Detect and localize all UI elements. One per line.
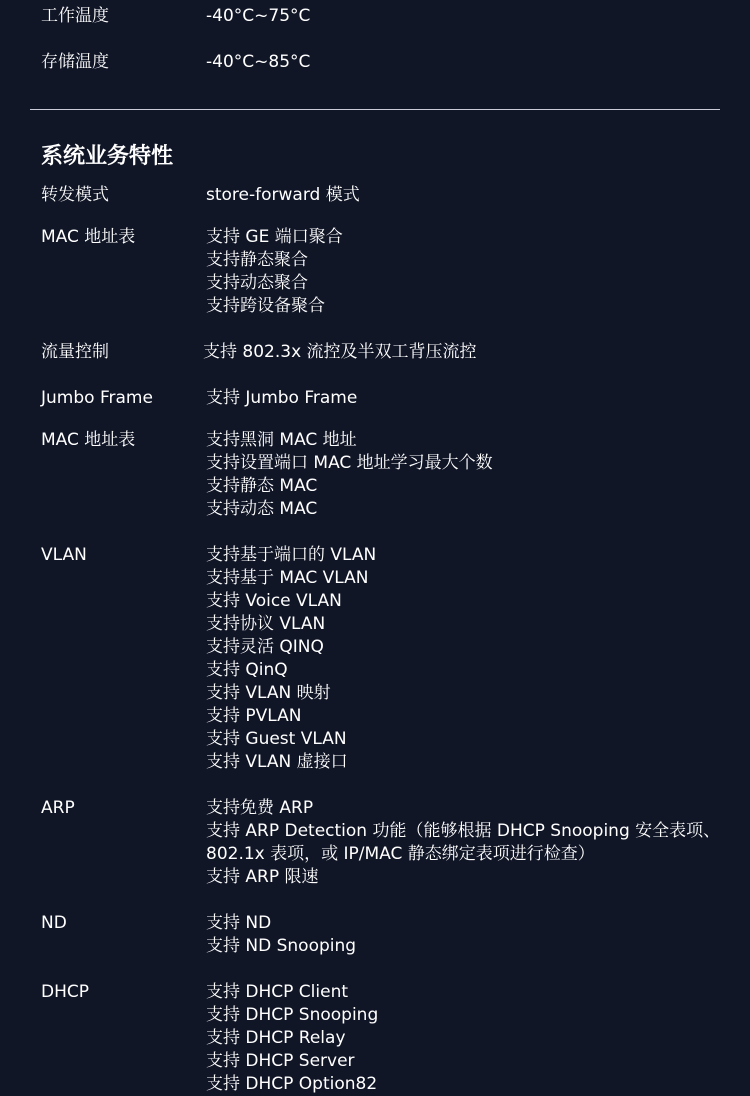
feature-value: 支持灵活 QINQ (206, 637, 324, 657)
feature-label: ND (41, 913, 67, 933)
spec-label: 工作温度 (41, 6, 109, 26)
feature-value: 支持 DHCP Option82 (206, 1074, 378, 1094)
feature-label: VLAN (41, 545, 87, 565)
spec-value: -40°C~85°C (206, 52, 311, 72)
feature-value: 支持基于 MAC VLAN (206, 568, 369, 588)
feature-value: 支持黑洞 MAC 地址 (206, 430, 357, 450)
feature-value: 支持静态聚合 (206, 250, 308, 270)
feature-value: 支持动态聚合 (206, 273, 308, 293)
feature-values (206, 184, 726, 207)
feature-value: 支持 DHCP Client (206, 982, 349, 1002)
feature-value: 支持静态 MAC (206, 476, 318, 496)
feature-values (206, 387, 726, 410)
feature-label: MAC 地址表 (41, 227, 136, 247)
spec-values (206, 51, 726, 74)
feature-value: 支持基于端口的 VLAN (206, 545, 377, 565)
feature-label: 转发模式 (41, 185, 109, 205)
feature-value: 802.1x 表项，或 IP/MAC 静态绑定表项进行检查） (206, 844, 595, 864)
feature-value: 支持 ND Snooping (206, 936, 357, 956)
feature-value: store-forward 模式 (206, 185, 360, 205)
feature-value: 支持 ND (206, 913, 272, 933)
spec-label: 存储温度 (41, 52, 109, 72)
feature-values (203, 341, 723, 364)
feature-value: 支持免费 ARP (206, 798, 314, 818)
feature-values (206, 912, 726, 958)
feature-values (206, 544, 726, 774)
feature-value: 支持 Guest VLAN (206, 729, 347, 749)
feature-value: 支持 ARP 限速 (206, 867, 319, 887)
feature-value: 支持 DHCP Server (206, 1051, 355, 1071)
feature-value: 支持 VLAN 映射 (206, 683, 331, 703)
feature-value: 支持协议 VLAN (206, 614, 326, 634)
feature-value: 支持 DHCP Relay (206, 1028, 346, 1048)
feature-value: 支持 DHCP Snooping (206, 1005, 379, 1025)
feature-label: ARP (41, 798, 75, 818)
feature-values (206, 226, 726, 318)
section-title: 系统业务特性 (41, 144, 174, 169)
feature-values (206, 797, 726, 889)
feature-label: MAC 地址表 (41, 430, 136, 450)
feature-label: DHCP (41, 982, 89, 1002)
feature-value: 支持动态 MAC (206, 499, 318, 519)
feature-value: 支持 QinQ (206, 660, 288, 680)
feature-value: 支持跨设备聚合 (206, 296, 325, 316)
feature-value: 支持 ARP Detection 功能（能够根据 DHCP Snooping 安全表项、 (206, 821, 721, 841)
spec-value: -40°C~75°C (206, 6, 311, 26)
feature-value: 支持 802.3x 流控及半双工背压流控 (203, 342, 477, 362)
feature-value: 支持 GE 端口聚合 (206, 227, 343, 247)
feature-value: 支持 Jumbo Frame (206, 388, 358, 408)
feature-value: 支持 Voice VLAN (206, 591, 342, 611)
feature-label: 流量控制 (41, 342, 109, 362)
feature-label: Jumbo Frame (41, 388, 153, 408)
feature-value: 支持 PVLAN (206, 706, 302, 726)
feature-value: 支持设置端口 MAC 地址学习最大个数 (206, 453, 493, 473)
feature-values (206, 981, 726, 1096)
feature-values (206, 429, 726, 521)
spec-values (206, 5, 726, 28)
feature-value: 支持 VLAN 虚接口 (206, 752, 348, 772)
section-divider (30, 109, 720, 110)
